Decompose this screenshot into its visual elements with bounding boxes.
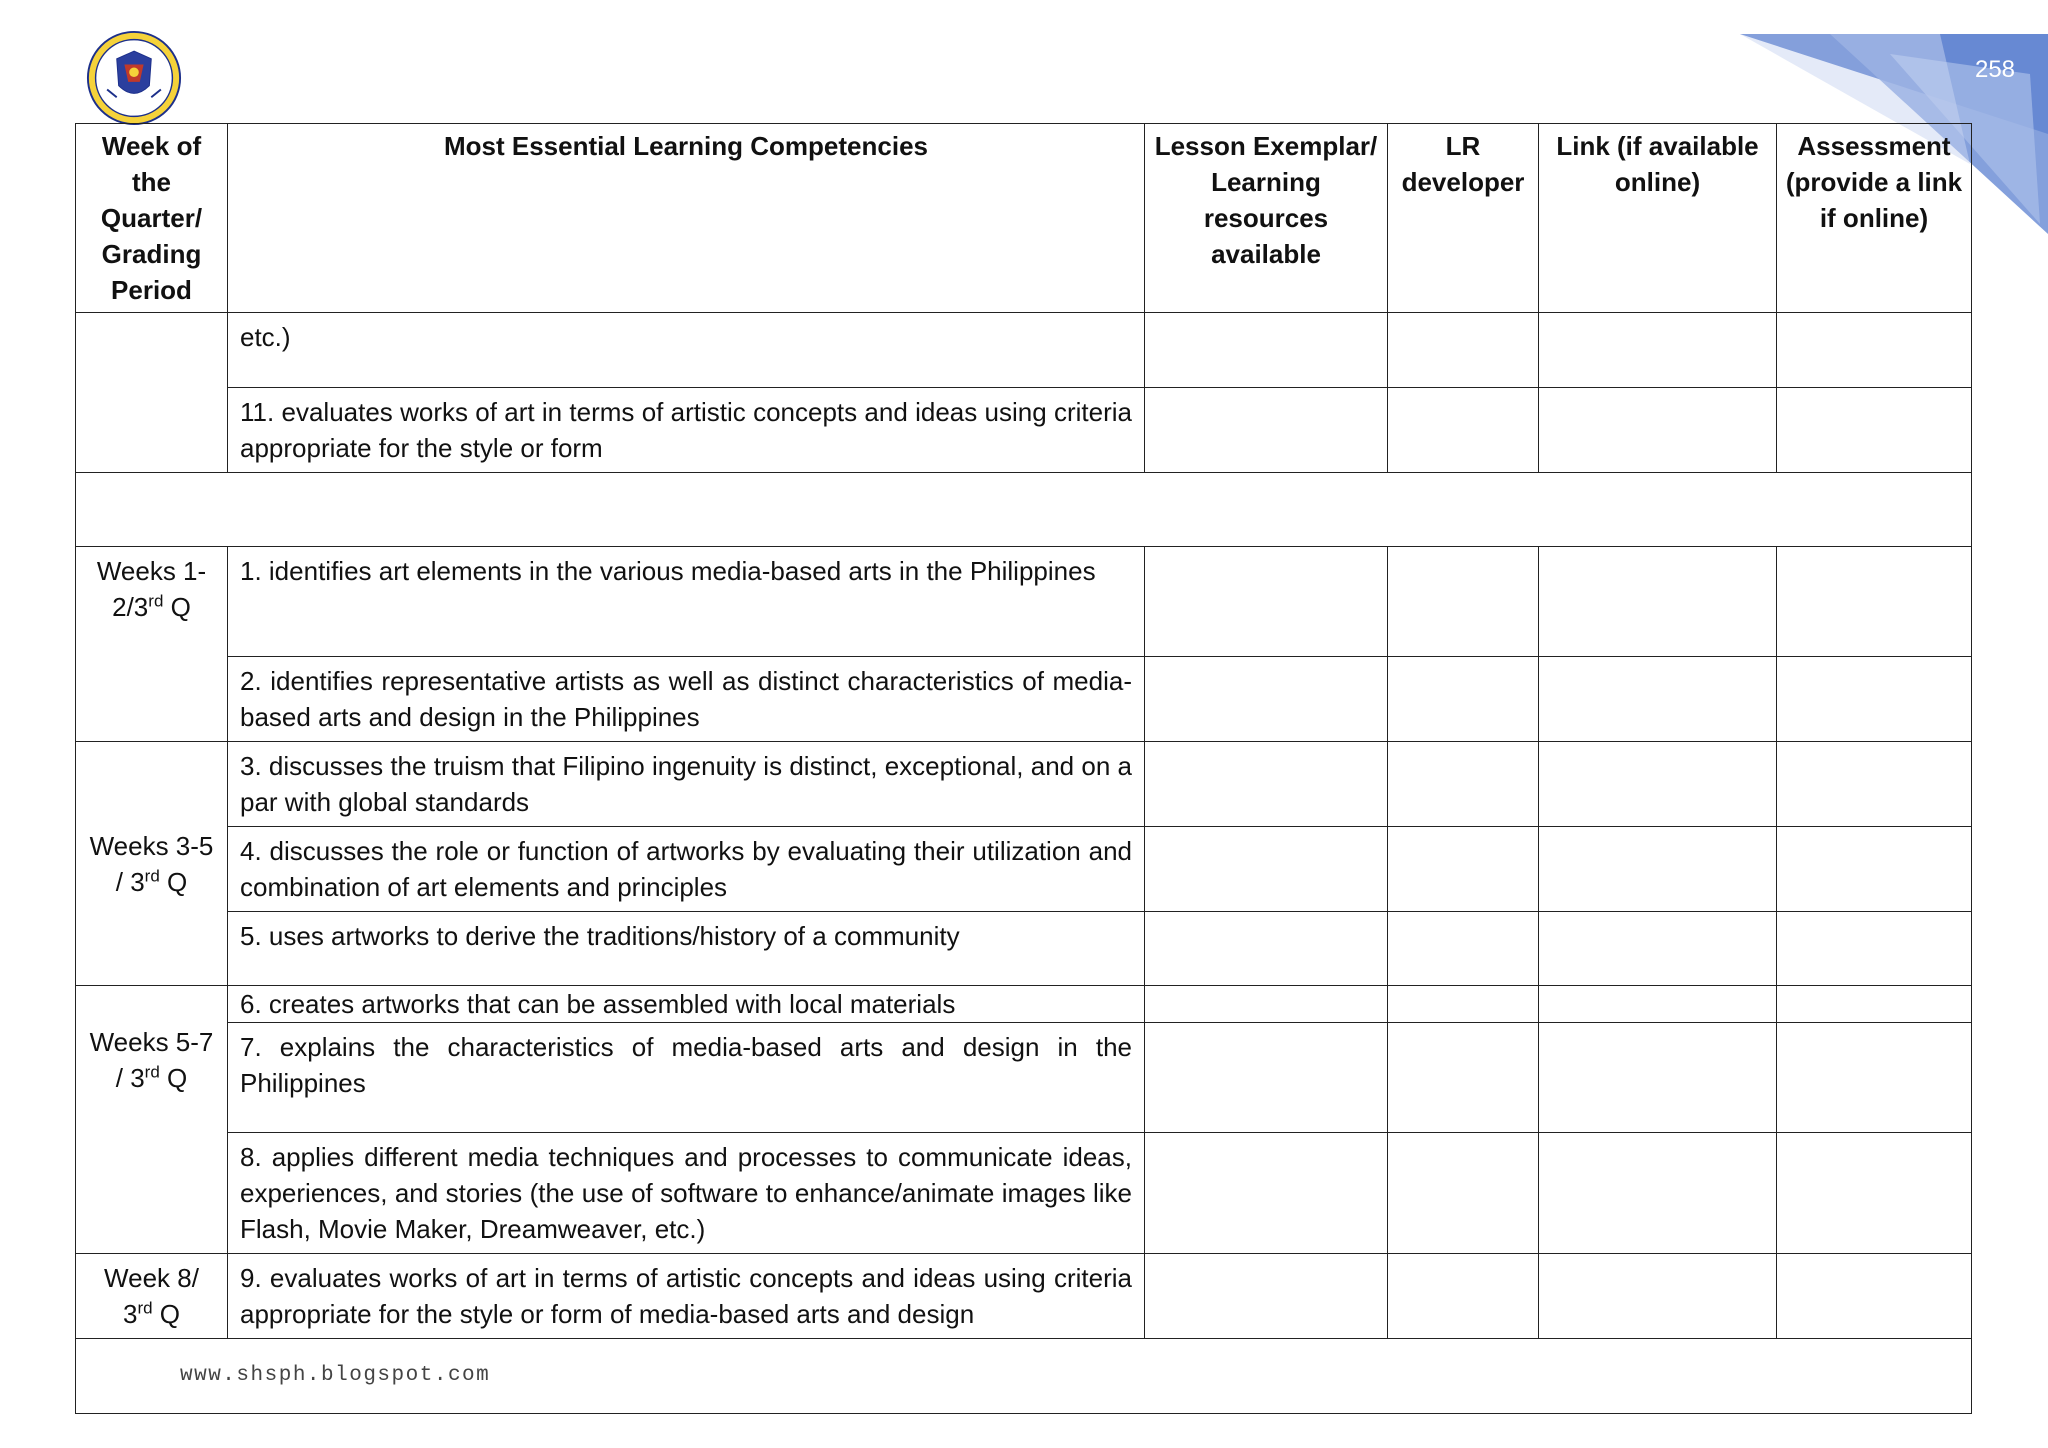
link-cell bbox=[1539, 827, 1777, 912]
assessment-cell bbox=[1777, 1023, 1972, 1133]
header-lr-developer: LR developer bbox=[1388, 124, 1539, 313]
link-cell bbox=[1539, 912, 1777, 986]
header-melc: Most Essential Learning Competencies bbox=[228, 124, 1145, 313]
lr-cell bbox=[1388, 742, 1539, 827]
lesson-cell bbox=[1145, 1133, 1388, 1254]
table-row bbox=[76, 1133, 1972, 1254]
header-week: Week of the Quarter/ Grading Period bbox=[76, 124, 228, 313]
table-row bbox=[76, 1254, 1972, 1339]
lesson-cell bbox=[1145, 657, 1388, 742]
lr-cell bbox=[1388, 827, 1539, 912]
link-cell bbox=[1539, 986, 1777, 1023]
competency-cell: etc.) bbox=[228, 313, 1145, 388]
header-link: Link (if available online) bbox=[1539, 124, 1777, 313]
melc-table bbox=[75, 123, 1972, 1414]
table-row bbox=[76, 313, 1972, 388]
spacer-row bbox=[76, 473, 1972, 547]
lesson-cell bbox=[1145, 1254, 1388, 1339]
week-cell: Weeks 3-5 / 3rd Q bbox=[76, 742, 228, 986]
assessment-cell bbox=[1777, 313, 1972, 388]
lesson-cell bbox=[1145, 912, 1388, 986]
link-cell bbox=[1539, 547, 1777, 657]
competency-cell: 8. applies different media techniques and processes to communicate ideas, experiences, and stories (the use of software to enhance/animate images like Flash, Movie Maker, Dreamweaver, etc.) bbox=[228, 1133, 1145, 1254]
assessment-cell bbox=[1777, 827, 1972, 912]
assessment-cell bbox=[1777, 1254, 1972, 1339]
link-cell bbox=[1539, 313, 1777, 388]
competency-cell: 1. identifies art elements in the various media-based arts in the Philippines bbox=[228, 547, 1145, 657]
link-cell bbox=[1539, 742, 1777, 827]
deped-seal-logo bbox=[86, 30, 182, 126]
lr-cell bbox=[1388, 388, 1539, 473]
assessment-cell bbox=[1777, 742, 1972, 827]
table-row bbox=[76, 657, 1972, 742]
lesson-cell bbox=[1145, 742, 1388, 827]
lesson-cell bbox=[1145, 1023, 1388, 1133]
table-row bbox=[76, 986, 1972, 1023]
link-cell bbox=[1539, 388, 1777, 473]
table-row bbox=[76, 742, 1972, 827]
table-row bbox=[76, 912, 1972, 986]
competency-cell: 4. discusses the role or function of artworks by evaluating their utilization and combination of art elements and principles bbox=[228, 827, 1145, 912]
lesson-cell bbox=[1145, 388, 1388, 473]
table-row bbox=[76, 388, 1972, 473]
assessment-cell bbox=[1777, 912, 1972, 986]
lr-cell bbox=[1388, 547, 1539, 657]
competency-cell: 11. evaluates works of art in terms of artistic concepts and ideas using criteria appropriate for the style or form bbox=[228, 388, 1145, 473]
lr-cell bbox=[1388, 313, 1539, 388]
lr-cell bbox=[1388, 1023, 1539, 1133]
table-row bbox=[76, 547, 1972, 657]
lr-cell bbox=[1388, 912, 1539, 986]
assessment-cell bbox=[1777, 986, 1972, 1023]
lesson-cell bbox=[1145, 827, 1388, 912]
competency-cell: 7. explains the characteristics of media-based arts and design in the Philippines bbox=[228, 1023, 1145, 1133]
competency-cell: 2. identifies representative artists as well as distinct characteristics of media-based arts and design in the Philippines bbox=[228, 657, 1145, 742]
footer-website: www.shsph.blogspot.com bbox=[180, 1364, 491, 1387]
assessment-cell bbox=[1777, 388, 1972, 473]
link-cell bbox=[1539, 1023, 1777, 1133]
competency-cell: 6. creates artworks that can be assembled with local materials bbox=[228, 986, 1145, 1023]
lr-cell bbox=[1388, 986, 1539, 1023]
lr-cell bbox=[1388, 1254, 1539, 1339]
header-assessment: Assessment (provide a link if online) bbox=[1777, 124, 1972, 313]
link-cell bbox=[1539, 1254, 1777, 1339]
lesson-cell bbox=[1145, 986, 1388, 1023]
week-cell: Week 8/ 3rd Q bbox=[76, 1254, 228, 1339]
lesson-cell bbox=[1145, 313, 1388, 388]
header-row bbox=[76, 124, 1972, 313]
table-row bbox=[76, 827, 1972, 912]
lesson-cell bbox=[1145, 547, 1388, 657]
assessment-cell bbox=[1777, 547, 1972, 657]
competency-cell: 5. uses artworks to derive the traditions/history of a community bbox=[228, 912, 1145, 986]
link-cell bbox=[1539, 657, 1777, 742]
header-lesson-exemplar: Lesson Exemplar/ Learning resources available bbox=[1145, 124, 1388, 313]
assessment-cell bbox=[1777, 657, 1972, 742]
table-row bbox=[76, 1023, 1972, 1133]
week-cell bbox=[76, 313, 228, 473]
page-number: 258 bbox=[1974, 56, 2016, 83]
week-cell: Weeks 1-2/3rd Q bbox=[76, 547, 228, 742]
week-cell: Weeks 5-7 / 3rd Q bbox=[76, 986, 228, 1254]
link-cell bbox=[1539, 1133, 1777, 1254]
competency-cell: 3. discusses the truism that Filipino ingenuity is distinct, exceptional, and on a par with global standards bbox=[228, 742, 1145, 827]
competency-cell: 9. evaluates works of art in terms of artistic concepts and ideas using criteria appropriate for the style or form of media-based arts and design bbox=[228, 1254, 1145, 1339]
lr-cell bbox=[1388, 657, 1539, 742]
lr-cell bbox=[1388, 1133, 1539, 1254]
spacer-cell bbox=[76, 473, 1972, 547]
assessment-cell bbox=[1777, 1133, 1972, 1254]
